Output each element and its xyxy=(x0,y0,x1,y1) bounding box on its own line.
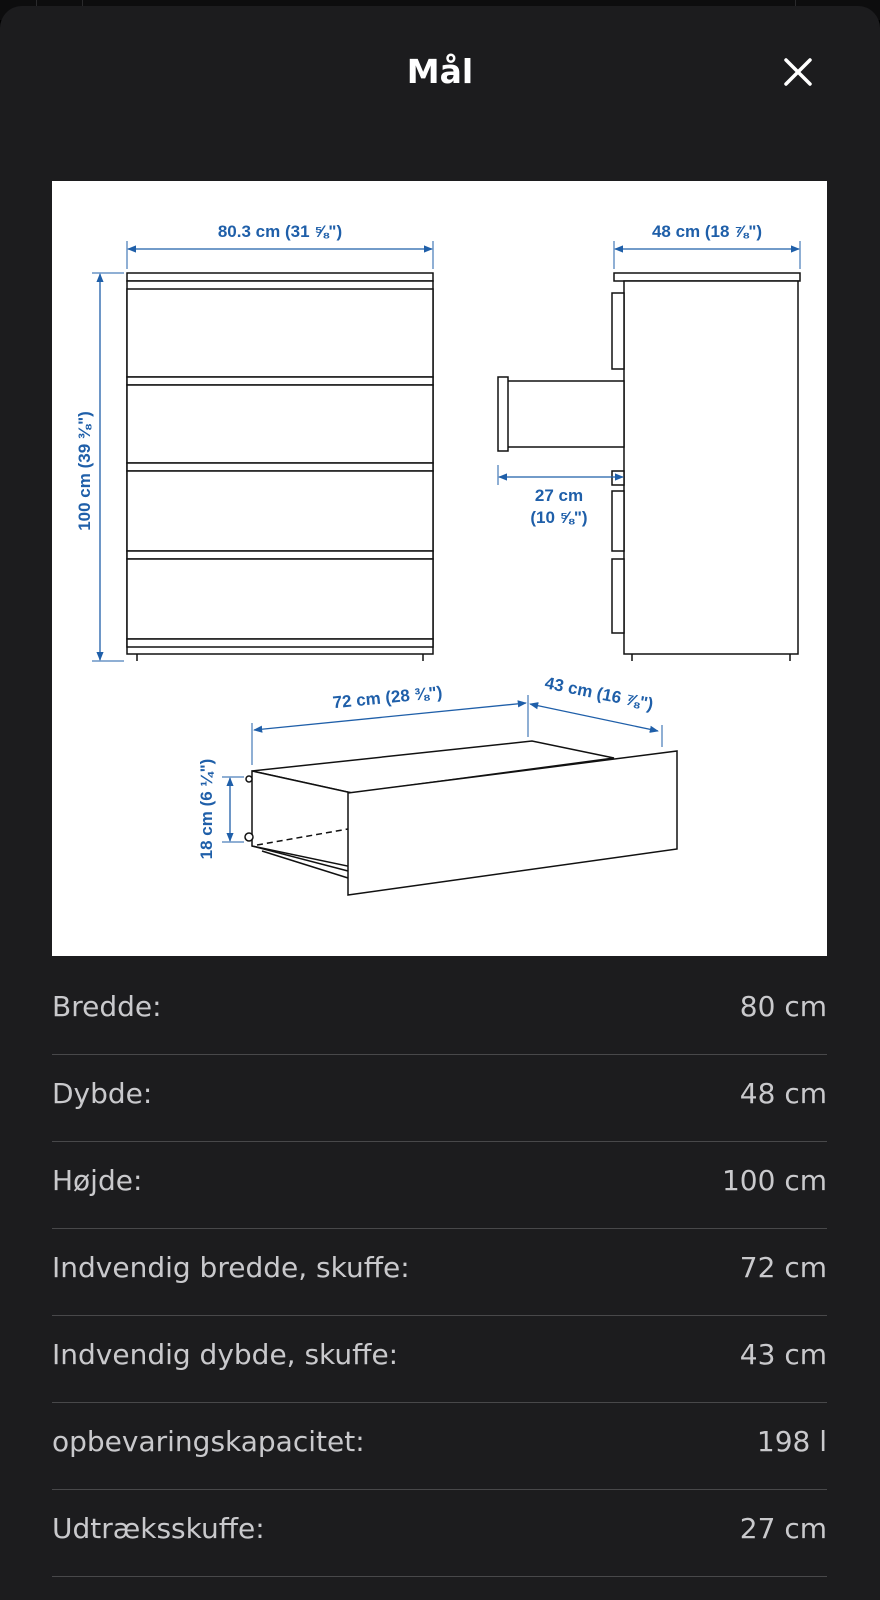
dimension-drawing xyxy=(52,181,827,956)
spec-label: Højde: xyxy=(52,1164,143,1197)
overall-width-label: 80.3 cm (31 ⅝") xyxy=(217,222,343,241)
dimensions-list xyxy=(52,968,827,1577)
overall-height-label: 100 cm (39 ⅜") xyxy=(75,411,94,531)
spec-row-height xyxy=(52,1142,827,1229)
spec-value: 80 cm xyxy=(739,990,827,1023)
spec-row-drawer-inner-width xyxy=(52,1229,827,1316)
drawer-drawing xyxy=(245,741,677,895)
drawer-extension-label-2: (10 ⅝") xyxy=(530,508,588,527)
spec-label: Indvendig dybde, skuffe: xyxy=(52,1338,399,1371)
spec-row-storage-capacity xyxy=(52,1403,827,1490)
drawer-height-label: 18 cm (6 ¼") xyxy=(197,758,216,860)
spec-value: 198 l xyxy=(756,1425,827,1458)
spec-row-width xyxy=(52,968,827,1055)
spec-row-drawer-extension xyxy=(52,1490,827,1577)
sheet-title: Mål xyxy=(406,52,474,91)
spec-label: opbevaringskapacitet: xyxy=(52,1425,365,1458)
spec-label: Bredde: xyxy=(52,990,162,1023)
spec-value: 72 cm xyxy=(739,1251,827,1284)
overall-depth-label: 48 cm (18 ⅞") xyxy=(651,222,763,241)
spec-label: Udtræksskuffe: xyxy=(52,1512,265,1545)
side-view-dresser xyxy=(498,273,800,661)
drawer-extension-label-1: 27 cm xyxy=(534,486,584,505)
close-button[interactable] xyxy=(776,50,820,94)
drawer-width-label: 72 cm (28 ⅜") xyxy=(331,682,444,713)
spec-value: 100 cm xyxy=(721,1164,827,1197)
close-icon xyxy=(783,57,813,87)
spec-row-drawer-inner-depth xyxy=(52,1316,827,1403)
spec-row-depth xyxy=(52,1055,827,1142)
front-view-dresser xyxy=(127,273,433,661)
spec-label: Indvendig bredde, skuffe: xyxy=(52,1251,410,1284)
spec-value: 43 cm xyxy=(739,1338,827,1371)
spec-label: Dybde: xyxy=(52,1077,153,1110)
spec-value: 48 cm xyxy=(739,1077,827,1110)
spec-value: 27 cm xyxy=(739,1512,827,1545)
drawer-depth-label: 43 cm (16 ⅞") xyxy=(543,673,655,714)
dimensions-sheet xyxy=(0,6,880,1600)
